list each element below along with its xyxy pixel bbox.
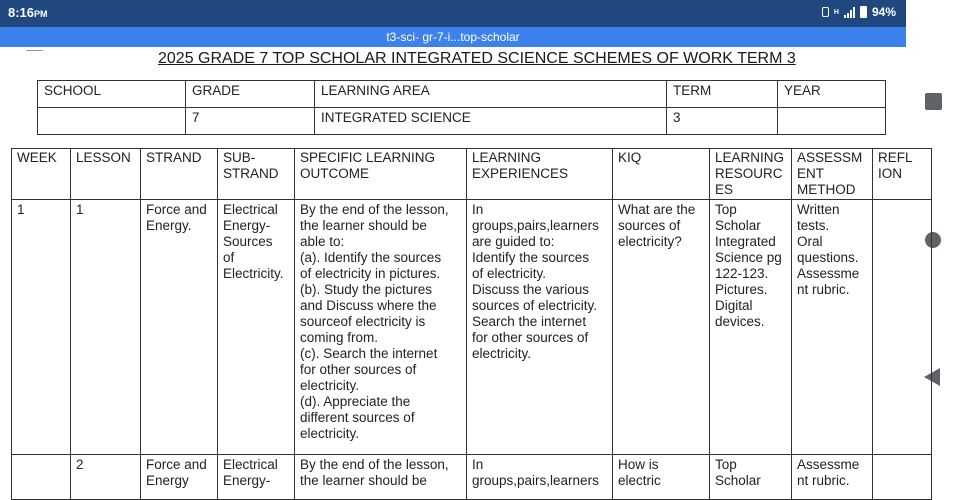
column-header-strand bbox=[141, 149, 218, 200]
cell-text: electricity. bbox=[472, 346, 532, 361]
cell-text: Top bbox=[715, 202, 737, 217]
column-header-text: STRAND bbox=[146, 150, 202, 165]
column-header-text: LEARNING bbox=[715, 150, 785, 165]
learning-area-label: LEARNING AREA bbox=[315, 81, 667, 108]
cell-text: Assessme bbox=[797, 266, 860, 281]
document-title: 2025 GRADE 7 TOP SCHOLAR INTEGRATED SCIENCE SCHEMES OF WORK TERM 3 bbox=[158, 50, 796, 67]
schemes-of-work-table bbox=[11, 148, 932, 500]
header-label-row bbox=[38, 81, 886, 108]
learning-resources-cell bbox=[710, 200, 792, 455]
cell-text: different sources of bbox=[300, 410, 415, 425]
cell-text: By the end of the lesson, bbox=[300, 202, 449, 217]
column-header-text: ION bbox=[878, 166, 903, 181]
cell-text: electricity. bbox=[300, 378, 360, 393]
cell-text: of electricity in pictures. bbox=[300, 266, 441, 281]
cell-text: sourceof electricity is bbox=[300, 314, 426, 329]
battery-percentage: 94% bbox=[871, 5, 896, 19]
strand-cell bbox=[141, 455, 218, 500]
reflection-cell bbox=[873, 200, 932, 455]
column-header-assessment-method bbox=[792, 149, 873, 200]
strand-cell bbox=[141, 200, 218, 455]
learning-area-value: INTEGRATED SCIENCE bbox=[315, 108, 667, 135]
assessment-method-cell bbox=[792, 455, 873, 500]
year-label: YEAR bbox=[778, 81, 886, 108]
header-table bbox=[37, 80, 886, 135]
cell-text: groups,pairs,learners bbox=[472, 218, 599, 233]
page-corner-mark bbox=[26, 47, 43, 51]
cell-text: 1 bbox=[76, 202, 84, 217]
grade-label: GRADE bbox=[186, 81, 315, 108]
column-header-week bbox=[12, 149, 71, 200]
cell-text: Energy. bbox=[146, 218, 192, 233]
cell-text: of electricity. bbox=[472, 266, 547, 281]
cell-text: of bbox=[223, 250, 235, 265]
cell-text: Force and bbox=[146, 457, 207, 472]
signal-icon bbox=[844, 7, 855, 18]
battery-icon bbox=[860, 6, 867, 18]
learning-experiences-cell bbox=[467, 455, 613, 500]
cell-text: In bbox=[472, 202, 484, 217]
cell-text: the learner should be bbox=[300, 218, 427, 233]
lesson-cell bbox=[71, 200, 141, 455]
column-header-text: ES bbox=[715, 182, 734, 197]
week-cell bbox=[12, 455, 71, 500]
week-cell bbox=[12, 200, 71, 455]
column-header-text: SUB- bbox=[223, 150, 256, 165]
vibrate-icon bbox=[822, 7, 829, 17]
cell-text: groups,pairs,learners bbox=[472, 473, 599, 488]
cell-text: How is bbox=[618, 457, 659, 472]
term-value: 3 bbox=[667, 108, 778, 135]
table-row bbox=[12, 200, 932, 455]
cell-text: Pictures. bbox=[715, 282, 768, 297]
column-header-text: WEEK bbox=[17, 150, 57, 165]
cell-text: Science pg bbox=[715, 250, 782, 265]
cell-text: devices. bbox=[715, 314, 765, 329]
cell-text: sources of electricity. bbox=[472, 298, 598, 313]
column-header-reflection bbox=[873, 149, 932, 200]
network-type-label: H bbox=[833, 8, 839, 16]
column-header-text: LEARNING bbox=[472, 150, 542, 165]
table-row bbox=[12, 455, 932, 500]
column-header-specific-learning-outcome bbox=[295, 149, 467, 200]
column-header-text: EXPERIENCES bbox=[472, 166, 569, 181]
cell-text: Force and bbox=[146, 202, 207, 217]
cell-text: What are the bbox=[618, 202, 696, 217]
column-header-kiq bbox=[613, 149, 710, 200]
document-viewport[interactable] bbox=[0, 47, 913, 488]
cell-text: nt rubric. bbox=[797, 282, 850, 297]
cell-text: Scholar bbox=[715, 473, 761, 488]
cell-text: Energy- bbox=[223, 218, 271, 233]
cell-text: 1 bbox=[17, 202, 25, 217]
specific-learning-outcome-cell bbox=[295, 455, 467, 500]
cell-text: Written bbox=[797, 202, 840, 217]
document-file-title[interactable]: t3-sci- gr-7-i...top-scholar bbox=[0, 27, 906, 47]
cell-text: the learner should be bbox=[300, 473, 427, 488]
kiq-cell bbox=[613, 200, 710, 455]
cell-text: electricity? bbox=[618, 234, 682, 249]
cell-text: Integrated bbox=[715, 234, 776, 249]
status-time: 8:16PM bbox=[8, 5, 48, 20]
cell-text: coming from. bbox=[300, 330, 379, 345]
cell-text: Discuss the various bbox=[472, 282, 590, 297]
column-header-text: REFL bbox=[878, 150, 913, 165]
table-body bbox=[12, 200, 932, 500]
specific-learning-outcome-cell bbox=[295, 200, 467, 455]
cell-text: Oral bbox=[797, 234, 823, 249]
cell-text: Identify the sources bbox=[472, 250, 590, 265]
kiq-cell bbox=[613, 455, 710, 500]
year-value bbox=[778, 108, 886, 135]
cell-text: Digital bbox=[715, 298, 753, 313]
cell-text: Electrical bbox=[223, 202, 278, 217]
cell-text: Top bbox=[715, 457, 737, 472]
column-header-learning-resources bbox=[710, 149, 792, 200]
cell-text: Scholar bbox=[715, 218, 761, 233]
cell-text: (a). Identify the sources bbox=[300, 250, 442, 265]
recent-apps-icon[interactable] bbox=[925, 93, 942, 110]
cell-text: Energy bbox=[146, 473, 189, 488]
sub-strand-cell bbox=[218, 200, 295, 455]
cell-text: (d). Appreciate the bbox=[300, 394, 411, 409]
column-header-text: KIQ bbox=[618, 150, 642, 165]
cell-text: In bbox=[472, 457, 484, 472]
grade-value: 7 bbox=[186, 108, 315, 135]
column-header-text: STRAND bbox=[223, 166, 279, 181]
column-header-sub-strand bbox=[218, 149, 295, 200]
cell-text: Electrical bbox=[223, 457, 278, 472]
column-header-lesson bbox=[71, 149, 141, 200]
cell-text: 2 bbox=[76, 457, 84, 472]
cell-text: Energy- bbox=[223, 473, 271, 488]
cell-text: for other sources of bbox=[472, 330, 589, 345]
learning-experiences-cell bbox=[467, 200, 613, 455]
lesson-cell bbox=[71, 455, 141, 500]
cell-text: electricity. bbox=[300, 426, 360, 441]
cell-text: sources of bbox=[618, 218, 681, 233]
cell-text: Sources bbox=[223, 234, 273, 249]
cell-text: electric bbox=[618, 473, 661, 488]
column-header-text: RESOURC bbox=[715, 166, 783, 181]
cell-text: Search the internet bbox=[472, 314, 587, 329]
school-value bbox=[38, 108, 186, 135]
school-label: SCHOOL bbox=[38, 81, 186, 108]
cell-text: for other sources of bbox=[300, 362, 417, 377]
cell-text: Assessme bbox=[797, 457, 860, 472]
reflection-cell bbox=[873, 455, 932, 500]
cell-text: (c). Search the internet bbox=[300, 346, 438, 361]
column-header-text: LESSON bbox=[76, 150, 131, 165]
column-header-row bbox=[12, 149, 932, 200]
column-header-text: ASSESSM bbox=[797, 150, 863, 165]
header-value-row bbox=[38, 108, 886, 135]
status-bar bbox=[0, 0, 906, 27]
cell-text: By the end of the lesson, bbox=[300, 457, 449, 472]
column-header-text: SPECIFIC LEARNING bbox=[300, 150, 436, 165]
column-header-text: METHOD bbox=[797, 182, 856, 197]
cell-text: tests. bbox=[797, 218, 830, 233]
cell-text: 122-123. bbox=[715, 266, 769, 281]
cell-text: (b). Study the pictures bbox=[300, 282, 433, 297]
cell-text: questions. bbox=[797, 250, 859, 265]
cell-text: able to: bbox=[300, 234, 345, 249]
column-header-text: ENT bbox=[797, 166, 824, 181]
term-label: TERM bbox=[667, 81, 778, 108]
cell-text: and Discuss where the bbox=[300, 298, 437, 313]
column-header-learning-experiences bbox=[467, 149, 613, 200]
assessment-method-cell bbox=[792, 200, 873, 455]
cell-text: Electricity. bbox=[223, 266, 284, 281]
column-header-text: OUTCOME bbox=[300, 166, 369, 181]
sub-strand-cell bbox=[218, 455, 295, 500]
cell-text: are guided to: bbox=[472, 234, 555, 249]
cell-text: nt rubric. bbox=[797, 473, 850, 488]
learning-resources-cell bbox=[710, 455, 792, 500]
status-icons bbox=[822, 5, 896, 19]
